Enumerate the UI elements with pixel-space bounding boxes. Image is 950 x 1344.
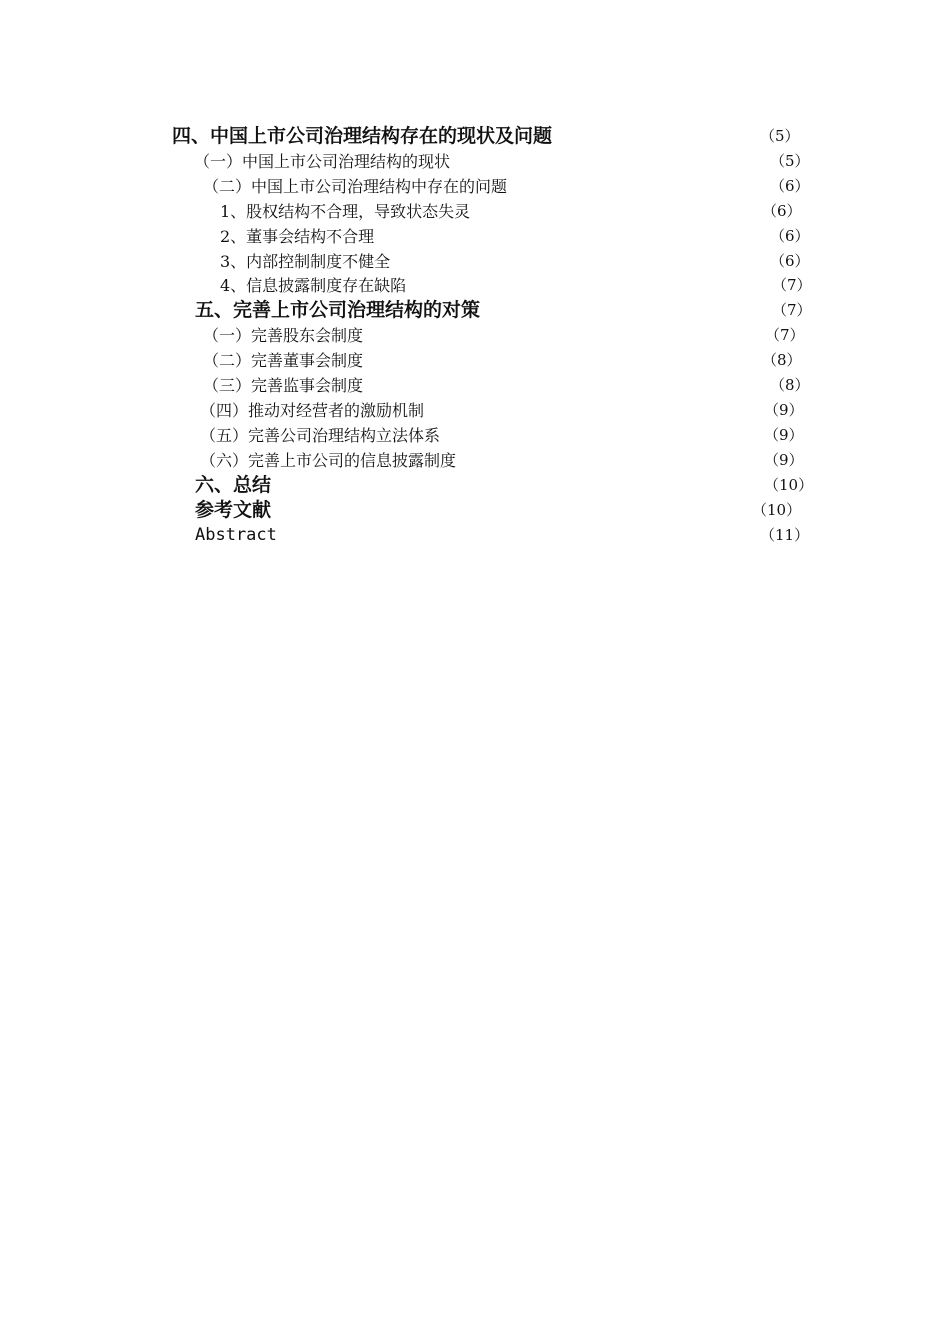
- toc-entry[interactable]: [0, 273, 950, 298]
- toc-entry-page: （9）: [764, 401, 804, 419]
- toc-entry-page: （10）: [752, 501, 802, 519]
- toc-entry-page: （7）: [772, 301, 812, 319]
- toc-entry-title: 五、完善上市公司治理结构的对策: [195, 299, 481, 321]
- toc-entry-page: （8）: [770, 376, 810, 394]
- toc-entry-page: （7）: [772, 276, 812, 294]
- toc-entry-page: （6）: [770, 177, 810, 195]
- toc-entry-page: （5）: [770, 152, 810, 170]
- toc-entry-title: （二）中国上市公司治理结构中存在的问题: [203, 177, 508, 196]
- toc-entry[interactable]: [0, 523, 950, 548]
- toc-entry-page: （8）: [762, 351, 802, 369]
- toc-entry-title: （一）完善股东会制度: [203, 326, 364, 345]
- toc-entry[interactable]: [0, 348, 950, 373]
- toc-entry-page: （10）: [764, 476, 814, 494]
- toc-entry-title: 3、内部控制制度不健全: [220, 252, 391, 271]
- toc-entry-title: 4、信息披露制度存在缺陷: [220, 276, 407, 295]
- table-of-contents: [0, 0, 950, 560]
- toc-entry[interactable]: [0, 149, 950, 174]
- toc-entry[interactable]: [0, 224, 950, 249]
- toc-entry-title: （二）完善董事会制度: [203, 351, 364, 370]
- toc-entry-page: （7）: [765, 326, 805, 344]
- toc-entry-title: 2、董事会结构不合理: [220, 227, 375, 246]
- toc-entry[interactable]: [0, 323, 950, 348]
- toc-entry-title: （五）完善公司治理结构立法体系: [200, 426, 441, 445]
- toc-entry[interactable]: [0, 174, 950, 199]
- toc-entry-title: （一）中国上市公司治理结构的现状: [194, 152, 451, 171]
- toc-entry-title: （四）推动对经营者的激励机制: [200, 401, 425, 420]
- toc-entry[interactable]: [0, 448, 950, 473]
- toc-entry-title: Abstract: [195, 525, 277, 545]
- toc-entry-page: （9）: [764, 451, 804, 469]
- toc-entry-page: （5）: [760, 127, 800, 145]
- toc-entry[interactable]: [0, 498, 950, 523]
- toc-entry[interactable]: [0, 298, 950, 323]
- toc-entry[interactable]: [0, 249, 950, 274]
- toc-entry[interactable]: [0, 373, 950, 398]
- toc-entry[interactable]: [0, 124, 950, 149]
- toc-entry[interactable]: [0, 199, 950, 224]
- toc-entry-page: （11）: [760, 526, 810, 544]
- toc-entry-page: （6）: [762, 202, 802, 220]
- toc-entry-page: （6）: [770, 227, 810, 245]
- toc-entry[interactable]: [0, 473, 950, 498]
- toc-entry-title: 1、股权结构不合理，导致状态失灵: [220, 202, 471, 221]
- toc-entry-title: （六）完善上市公司的信息披露制度: [200, 451, 457, 470]
- toc-entry-title: 六、总结: [195, 474, 272, 496]
- toc-entry-page: （6）: [770, 252, 810, 270]
- toc-entry[interactable]: [0, 398, 950, 423]
- toc-entry-title: 四、中国上市公司治理结构存在的现状及问题: [172, 125, 553, 147]
- toc-entry-page: （9）: [764, 426, 804, 444]
- toc-entry-title: 参考文献: [195, 499, 272, 521]
- toc-entry[interactable]: [0, 423, 950, 448]
- toc-entry-title: （三）完善监事会制度: [203, 376, 364, 395]
